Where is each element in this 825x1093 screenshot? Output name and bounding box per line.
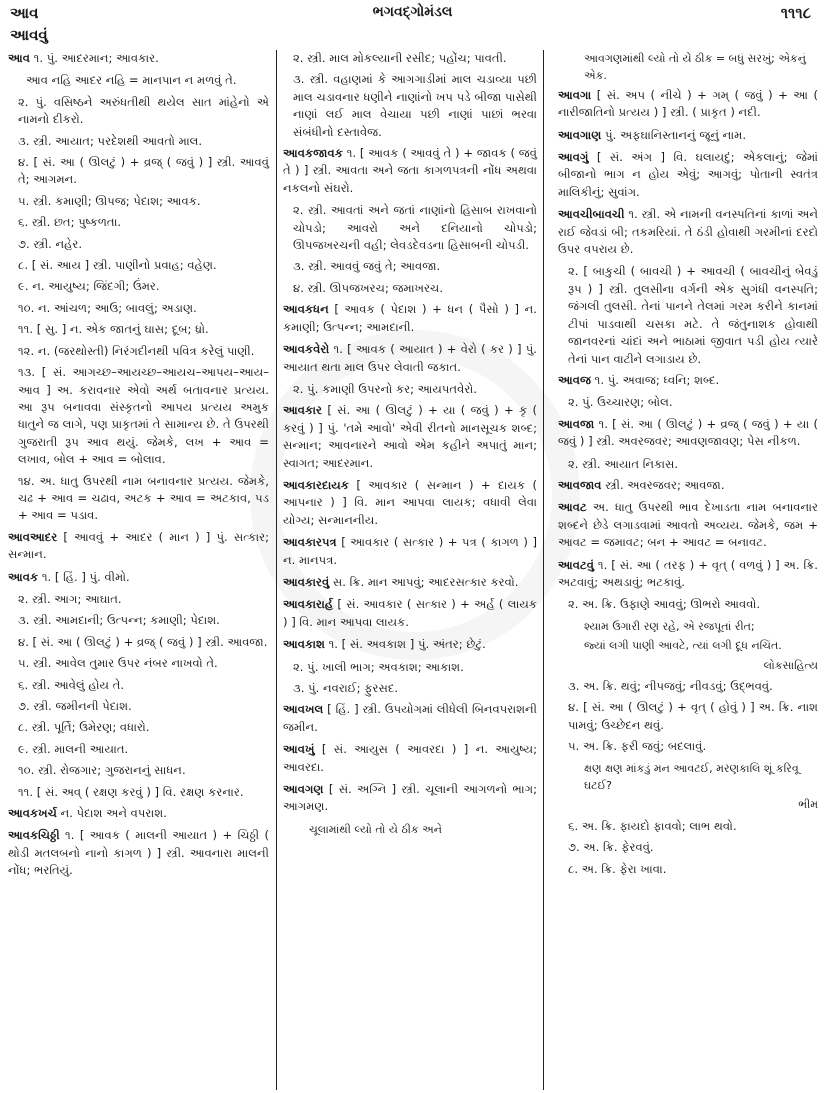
dictionary-entry <box>8 827 269 879</box>
sense-definition: ૨. સ્ત્રી. આયાત નિકાસ. <box>568 456 679 471</box>
quotation-attribution: લોકસાહિત્ય <box>763 658 818 672</box>
definition-text: [ આવકાર ( સન્માન ) + દાયક ( આપનાર ) ] વિ. માન આપવા લાયક; વધાવી લેવા યોગ્ય; સન્માનનીય. <box>283 477 537 527</box>
sense-definition: ૨. [ બાકુચી ( બાવચી ) + આવચી ( બાવચીનું બેવડું રૂપ ) ] સ્ત્રી. તુલસીના વર્ગની એક સુગંધી વનસ્પતિ; જંગલી તુલસી. તેનાં પાનને તેલમાં ગરમ કરીને કાનમાં ટીપાં પાડવાથી ચસકા મટે. તે જંતુનાશક હોવાથી જાનવરનાં ચાંદાં અને ભાઠામાં જીવાત પડી હોય ત્યારે તેનાં પાન વાટીને લગાડાય છે. <box>568 264 818 366</box>
headword: આવગણ <box>283 782 324 797</box>
definition-text: [ સં. આ ( ઊલટું ) + યા ( જવું ) + કૃ ( કરવું ) ] પું. 'તમે આવો' એવી રીતનો માનસૂચક શબ્દ; સન્માન; આવનારને આવો એમ કહીને અપાતું માન; સ્વાગત; આદરમાન. <box>283 403 537 470</box>
dictionary-entry <box>558 127 818 144</box>
headword: આવકચિઠ્ઠી <box>8 828 60 843</box>
dictionary-entry <box>8 569 269 586</box>
quotation: જ્યાં લગી પાણી આવટે, ત્યાં લગી દૂધ નચિંત. <box>584 639 782 653</box>
column-2 <box>276 50 544 1090</box>
page-header <box>0 0 825 26</box>
dictionary-entry <box>558 557 818 592</box>
sense-definition: ૬. અ. ક્રિ. ફાયદો ફાવવો; લાભ થવો. <box>568 818 737 833</box>
sense-definition: ૧૩. [ સં. આગચ્છ–આયચ્છ–આયચ–આપય–આય–આવ ] અ. કરાવનાર એવો અર્થ બતાવનાર પ્રત્યય. આ રૂપ બનાવવા સંસ્કૃતનો આપય પ્રત્યય અમુક ધાતુને જ લાગે, પણ પ્રાકૃતમાં તે સામાન્ય છે. તે ઉપરથી ગુજરાતી રૂપ આવ થયું. જેમકે, લખ + આવ = લખાવ, બોલ + આવ = બોલાવ. <box>18 365 269 467</box>
sense-definition: ૨. પું. ઉચ્ચારણ; બોલ. <box>568 395 673 410</box>
headword: આવકારવું <box>283 574 330 589</box>
dictionary-entry <box>283 145 537 197</box>
headword: આવકારાર્હ <box>283 597 334 612</box>
sense-definition: ૩. અ. ક્રિ. થવું; નીપજવું; નીવડવું; ઉદ્ભવવું. <box>568 679 773 693</box>
dictionary-entry <box>558 149 818 201</box>
definition-text: ૧. પું. અવાજ; ધ્વનિ; શબ્દ. <box>590 372 720 387</box>
quotation-attribution: ભીમ <box>798 798 818 812</box>
sense-definition: ૨. પું. ખાલી ભાગ; અવકાશ; આકાશ. <box>293 659 464 674</box>
dictionary-entry <box>283 781 537 816</box>
sense-definition: ૮. [ સં. આય ] સ્ત્રી. પાણીનો પ્રવાહ; વહેણ. <box>18 258 217 273</box>
definition-text: ૧. [ સં. આ ( ઊલટું ) + વ્રજ્ ( જવું ) + યા ( જવું ) ] સ્ત્રી. અવરજવર; આવણજાવણ; પેસ નીકળ. <box>558 416 818 449</box>
dictionary-entry <box>283 574 537 591</box>
dictionary-entry <box>558 416 818 451</box>
sense-definition: ૬. સ્ત્રી. છત; પુષ્કળતા. <box>18 215 122 230</box>
sense-definition: ૭. અ. ક્રિ. ફેરવવું. <box>568 840 654 855</box>
sense-definition: ૧૧. [ સં. અવ્ ( રક્ષણ કરવું ) ] વિ. રક્ષણ કરનાર. <box>18 784 244 799</box>
headword: આવખલ <box>283 702 324 717</box>
sense-definition: ૧૧. [ સુ. ] ન. એક જાતનું ઘાસ; દૂબ; ધ્રો. <box>18 322 209 337</box>
sense-definition: ૨. પું. કમાણી ઉપરનો કર; આયપતવેરો. <box>293 381 477 396</box>
sense-definition: ૫. સ્ત્રી. કમાણી; ઊપજ; પેદાશ; આવક. <box>18 193 201 208</box>
sense-definition: ૮. અ. ક્રિ. ફેરા ખાવા. <box>568 861 667 876</box>
definition-text: સ. ક્રિ. માન આપવું; આદરસત્કાર કરવો. <box>329 574 519 589</box>
dictionary-entry <box>283 741 537 776</box>
definition-text: ૧. [ હિં. ] પું. વીમો. <box>38 569 130 584</box>
guide-word-left: આવ <box>10 4 39 22</box>
definition-text: [ આવકાર ( સત્કાર ) + પત્ર ( કાગળ ) ] ન. માનપત્ર. <box>283 535 537 567</box>
sense-definition: ૯. સ્ત્રી. માલની આયાત. <box>18 741 129 756</box>
headword: આવઆદર <box>8 529 58 544</box>
dictionary-entry <box>8 805 269 822</box>
headword: આવકાશ <box>283 637 325 652</box>
dictionary-entry <box>283 301 537 336</box>
definition-text: પું. અફઘાનિસ્તાનનું જૂનું નામ. <box>601 127 747 142</box>
dictionary-entry <box>558 499 818 551</box>
sense-definition: ૪. [ સં. આ ( ઊલટું ) + વૃત્ ( હોવું ) ] અ. ક્રિ. નાશ પામવું; ઉચ્છેદન થવું. <box>568 700 818 732</box>
definition-text: અ. ધાતુ ઉપરથી ભાવ દેખાડતા નામ બનાવનાર શબ્દને છેડે લગાડવામાં આવતો અવ્યય. જેમકે, જમ + આવટ = જમાવટ; બન + આવટ = બનાવટ. <box>558 500 818 550</box>
definition-text: સ્ત્રી. અવરજવર; આવજા. <box>601 477 725 492</box>
sense-definition: ૨. અ. ક્રિ. ઉફાણે આવવું; ઊભરો આવવો. <box>568 597 761 612</box>
sense-definition: ૩. પું. નવરાઈ; ફુરસદ. <box>293 681 399 695</box>
quotation: આવગણમાંથી લ્યો તો યે ઠીક = બધું સરખું; એકનું એક. <box>584 52 806 83</box>
dictionary-entry <box>8 529 269 564</box>
headword: આવકધન <box>283 302 329 317</box>
sense-definition: ૩. સ્ત્રી. વહાણમાં કે આગગાડીમાં માલ ચડાવ્યા પછી માલ ચડાવનાર ધણીને નાણાંનો ખપ પડે બીજા પાસેથી નાણાં લઈ માલ વેચાયા પછી નાણાં પાછાં ભરવા સંબંધીનો દસ્તાવેજ. <box>293 72 537 139</box>
headword: આવજ <box>558 372 591 387</box>
column-3 <box>552 50 818 1090</box>
headword: આવકાર <box>283 403 322 418</box>
headword: આવચીબાવચી <box>558 207 625 222</box>
definition-text: ૧. [ સં. અવકાશ ] પું. અંતર; છેટું. <box>324 637 486 652</box>
sense-definition: આવ નહિ આદર નહિ = માનપાન ન મળવું તે. <box>26 73 237 88</box>
dictionary-entry <box>283 402 537 472</box>
guide-word-left-sub: આવવું <box>10 26 48 44</box>
definition-text: [ સં. અંગ ] વિ. ઘલાયદું; એકલાનું; જેમાં બીજાનો ભાગ ન હોય એવું; આગવું; પોતાની સ્વતંત્ર માલિકીનું; સુવાંગ. <box>558 150 818 199</box>
definition-text: [ સં. અગ્નિ ] સ્ત્રી. ચૂલાની આગળનો ભાગ; આગમણ. <box>283 782 537 814</box>
dictionary-entry <box>8 50 269 67</box>
dictionary-entry <box>283 636 537 653</box>
quotation: ચૂલામાંથી લ્યો તો યે ઠીક અને <box>309 822 442 836</box>
book-title: ભગવદ્ગોમંડલ <box>372 4 453 20</box>
headword: આવકજાવક <box>283 146 343 161</box>
dictionary-entry <box>558 87 818 122</box>
sense-definition: ૧૪. અ. ધાતુ ઉપરથી નામ બનાવનાર પ્રત્યય. જેમકે, ચઢ + આવ = ચઢાવ, અટક + આવ = અટકાવ, પડ + આવ = પડાવ. <box>18 473 269 523</box>
headword: આવટવું <box>558 557 594 572</box>
sense-definition: ૨. સ્ત્રી. માલ મોકલ્યાની રસીદ; પહોંચ; પાવતી. <box>293 51 507 65</box>
sense-definition: ૬. સ્ત્રી. આવેલું હોય તે. <box>18 677 125 692</box>
sense-definition: ૧૨. ન. (જરથોસ્તી) નિરંગદીનથી પવિત્ર કરેલું પાણી. <box>18 343 255 358</box>
definition-text: ૧. [ સં. આ ( તરફ ) + વૃત્ ( વળવું ) ] અ. ક્રિ. અટવાવું; અથડાવું; ભટકાવું. <box>558 557 818 589</box>
sense-definition: ૯. ન. આયુષ્ય; જિંદગી; ઉંમર. <box>18 279 160 294</box>
dictionary-entry <box>558 477 818 494</box>
dictionary-entry <box>283 701 537 736</box>
headword: આવક <box>8 569 39 584</box>
sense-definition: ૭. સ્ત્રી. નહેર. <box>18 236 83 251</box>
dictionary-entry <box>558 206 818 258</box>
quotation: ક્ષણ ક્ષણ માંકડું મન આવટઈ, મરણકાલિ શૂં કરિવૂ ઘટઈ? <box>584 761 799 793</box>
headword: આવકારપત્ર <box>283 535 337 550</box>
sense-definition: ૨. સ્ત્રી. આવતાં અને જતાં નાણાંનો હિસાબ રાખવાનો ચોપડો; આવરો અને દનિયાનો ચોપડો; ઊપજખરચની વહી; લેવડદેવડના હિસાબની ચોપડી. <box>293 203 537 253</box>
definition-text: ૧. સ્ત્રી. એ નામની વનસ્પતિનાં કાળાં અને રાઈ જેવડાં બી; તકમરિયાં. તે ઠંડી હોવાથી ગરમીનાં દરદો ઉપર વપરાય છે. <box>558 207 818 257</box>
sense-definition: ૫. સ્ત્રી. આવેલ તુમાર ઉપર નંબર નાખવો તે. <box>18 656 218 671</box>
definition-text: [ આવક ( પેદાશ ) + ધન ( પૈસો ) ] ન. કમાણી; ઉત્પન્ન; આમદાની. <box>283 302 537 334</box>
column-1 <box>8 50 273 1090</box>
sense-definition: ૨. પું. વસિષ્ઠને અરુંધતીથી થયેલ સાત માંહેનો એ નામનો દીકરો. <box>18 94 269 127</box>
sense-definition: ૪. સ્ત્રી. ઊપજખરચ; જમાખરચ. <box>293 280 444 295</box>
headword: આવટ <box>558 500 587 515</box>
definition-text: [ સં. અપ ( નીચે ) + ગમ્ ( જવું ) + આ ( નારીજાતિનો પ્રત્યય ) ] સ્ત્રી. ( પ્રાકૃત ) નદી. <box>558 87 818 120</box>
sense-definition: ૪. [ સં. આ ( ઊલટું ) + વ્રજ્ ( જવું ) ] સ્ત્રી. આવજા. <box>18 634 268 649</box>
dictionary-entry <box>283 596 537 631</box>
definition-text: ન. પેદાશ અને વપરાશ. <box>56 806 167 821</box>
sense-definition: ૩. સ્ત્રી. આવવું જવું તે; આવજા. <box>293 259 441 274</box>
headword: આવકારદાયક <box>283 477 349 492</box>
sense-definition: ૩. સ્ત્રી. આયાત; પરદેશથી આવતો માલ. <box>18 133 203 148</box>
headword: આવ <box>8 51 30 65</box>
sense-definition: ૪. [ સં. આ ( ઊલટું ) + વ્રજ્ ( જવું ) ] સ્ત્રી. આવવું તે; આગમન. <box>18 155 269 187</box>
sense-definition: ૧૦. ન. આંચળ; આઉ; બાવલું; અડાણ. <box>18 300 197 315</box>
definition-text: [ સં. આયુસ ( આવરદા ) ] ન. આયુષ્ય; આવરદા. <box>283 742 537 774</box>
definition-text: ૧. [ આવક ( આવવું તે ) + જાવક ( જવું તે ) ] સ્ત્રી. આવતા અને જતા કાગળપત્રની નોંધ અથવા નકલનો સંઘરો. <box>283 146 537 195</box>
headword: આવજા <box>558 416 595 431</box>
dictionary-entry <box>283 341 537 376</box>
page-number: ૧૧૧૮ <box>780 4 811 22</box>
sense-definition: ૮. સ્ત્રી. પૂર્તિ; ઉમેરણ; વધારો. <box>18 720 150 735</box>
headword: આવખું <box>283 742 315 757</box>
headword: આવકવેરો <box>283 342 330 357</box>
sense-definition: ૩. સ્ત્રી. આમદાની; ઉત્પન્ન; કમાણી; પેદાશ. <box>18 613 220 628</box>
sense-definition: ૭. સ્ત્રી. જમીનની પેદાશ. <box>18 699 132 713</box>
dictionary-entry <box>558 372 818 389</box>
definition-text: ૧. [ આવક ( આયાત ) + વેરો ( કર ) ] પું. આયાત થતા માલ ઉપર લેવાતી જકાત. <box>283 342 537 374</box>
dictionary-entry <box>283 477 537 529</box>
quotation: શ્યામ ઉગારી રણ રહે, એ રજપૂતાં રીત; <box>584 619 755 633</box>
headword: આવગાણ <box>558 127 602 142</box>
definition-text: [ આવવું + આદર ( માન ) ] પું. સત્કાર; સન્માન. <box>8 529 269 562</box>
definition-text: [ હિં. ] સ્ત્રી. ઉપયોગમાં લીધેલી બિનવપરાશની જમીન. <box>283 702 537 734</box>
definition-text: [ સં. આવકાર ( સત્કાર ) + અર્હ ( લાયક ) ] વિ. માન આપવા લાયક. <box>283 597 537 629</box>
headword: આવગું <box>558 150 589 165</box>
sense-definition: ૧૦. સ્ત્રી. રોજગાર; ગુજરાનનું સાધન. <box>18 763 186 778</box>
dictionary-entry <box>283 534 537 569</box>
headword: આવજાવ <box>558 477 602 492</box>
sense-definition: ૨. સ્ત્રી. આગ; આઘાત. <box>18 591 122 606</box>
definition-text: ૧. પું. આદરમાન; આવકાર. <box>29 51 159 65</box>
sense-definition: ૫. અ. ક્રિ. ફરી જવું; બદલાવું. <box>568 739 707 754</box>
headword: આવગા <box>558 87 592 102</box>
definition-text: ૧. [ આવક ( માલની આયાત ) + ચિઠ્ઠી ( થોડી મતલબનો નાનો કાગળ ) ] સ્ત્રી. આવનારા માલની નોંધ; ભરતિયું. <box>8 828 269 878</box>
headword: આવકખર્ચ <box>8 806 57 821</box>
